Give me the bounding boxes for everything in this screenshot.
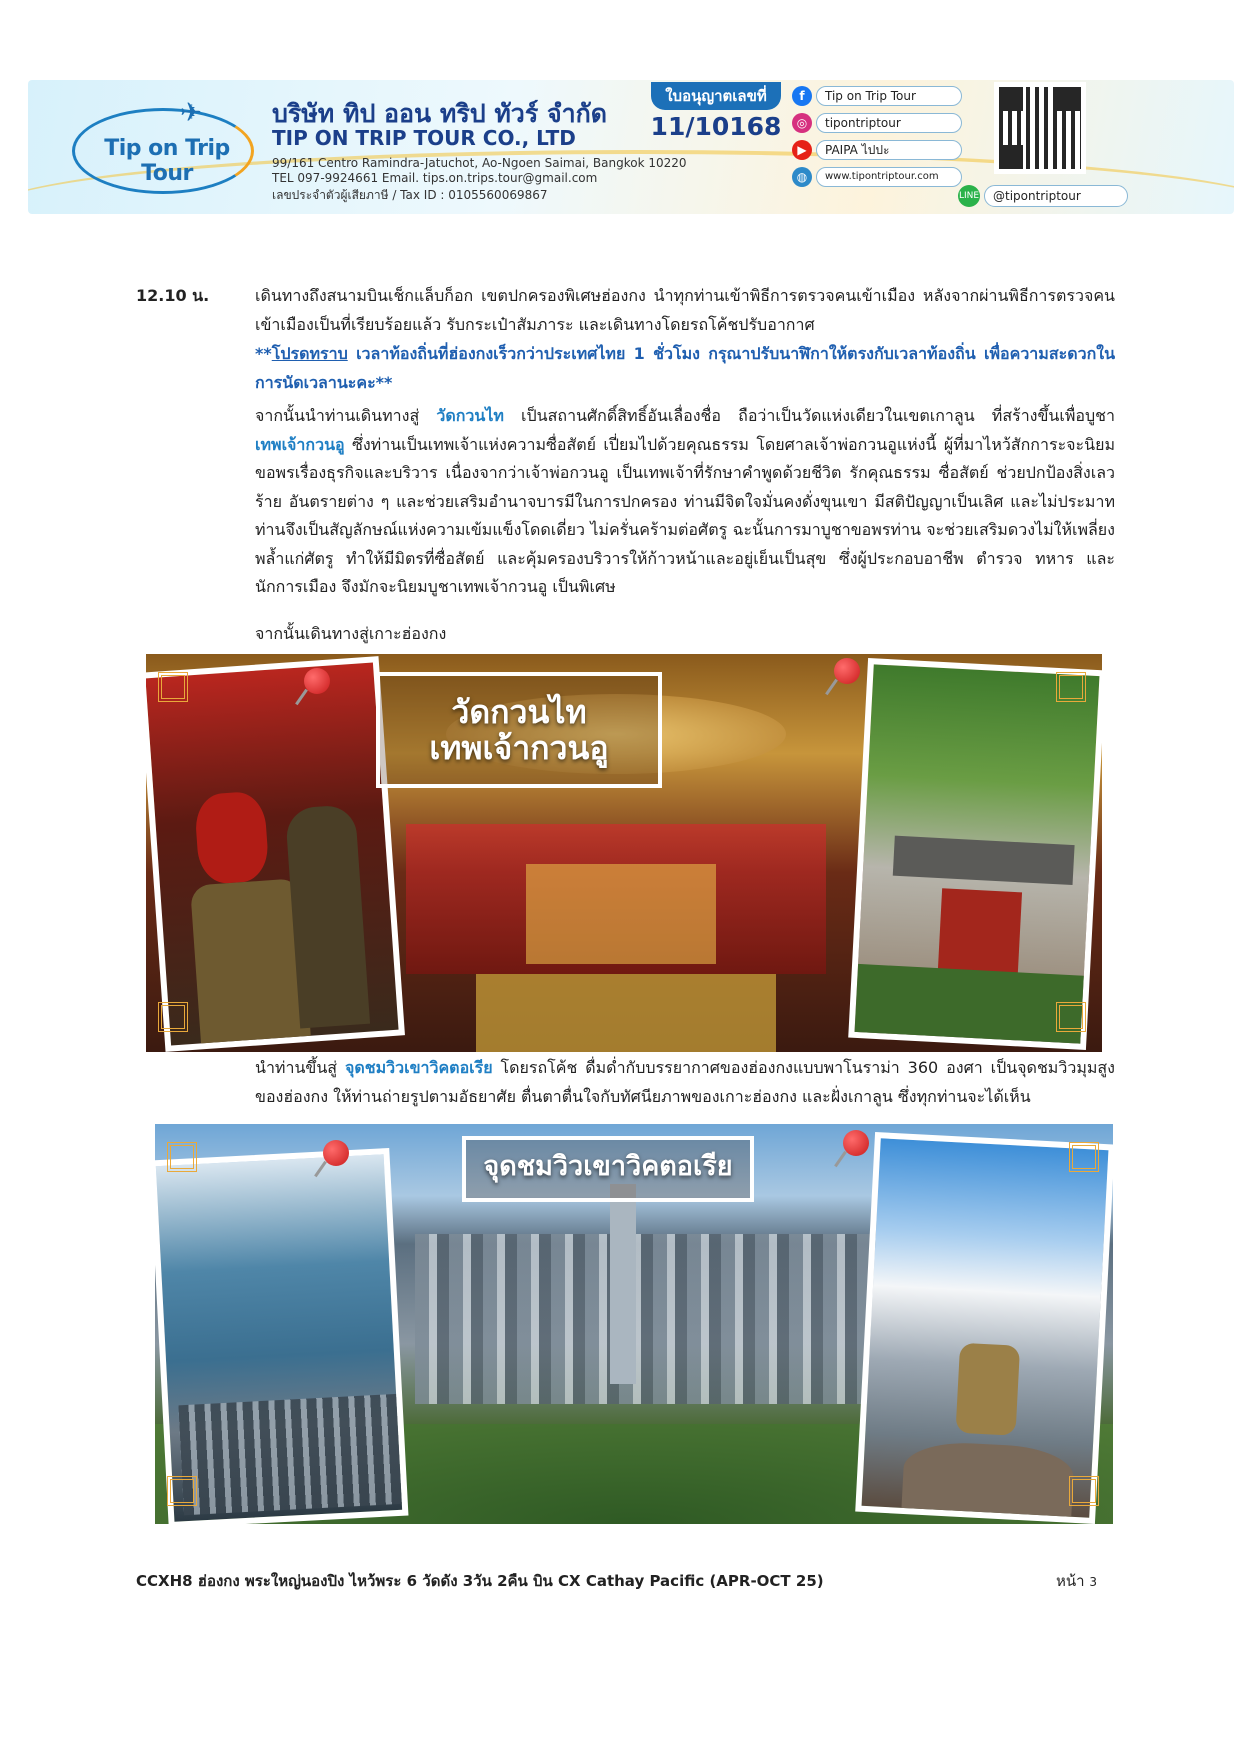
header-banner: [28, 80, 1234, 214]
victoria-peak-photo-collage: [155, 1124, 1113, 1524]
victoria-peak-caption: จุดชมวิวเขาวิคตอเรีย: [462, 1136, 754, 1202]
page-number: 3: [1089, 1575, 1097, 1589]
company-logo: [72, 98, 254, 198]
highlight-deity: เทพเจ้ากวนอู: [255, 434, 345, 454]
social-facebook[interactable]: [792, 84, 962, 108]
social-label: PAIPA ไปปะ: [816, 140, 962, 160]
corner-ornament: [167, 1142, 197, 1172]
social-line[interactable]: [958, 184, 1128, 208]
social-instagram[interactable]: [792, 111, 962, 135]
web-icon: ◍: [792, 167, 812, 187]
push-pin-icon: [296, 668, 332, 704]
arrival-paragraph: เดินทางถึงสนามบินเช็กแล็บก็อก เขตปกครองพิเศษฮ่องกง นำทุกท่านเข้าพิธีการตรวจคนเข้าเมือง หลังจากผ่านพิธีการตรวจคนเข้าเมืองเป็นที่เรียบร้อยแล้ว รับกระเป๋าสัมภาระ และเดินทางโดยรถโค้ชปรับอากาศ: [255, 286, 1115, 334]
footer-page: หน้า 3: [1056, 1572, 1097, 1590]
hiker-viewpoint-photo: [855, 1132, 1113, 1524]
victoria-peak-paragraph: นำท่านขึ้นสู่ จุดชมวิวเขาวิคตอเรีย โดยรถโค้ช ดื่มด่ำกับบรรยากาศของฮ่องกงแบบพาโนราม่า 360 องศา เป็นจุดชมวิวมุมสูงของฮ่องกง ให้ท่านถ่ายรูปตามอัธยาศัย ตื่นตาตื่นใจกับทัศนียภาพของเกาะฮ่องกง และฝั่งเกาลูน ซึ่งทุกท่านจะได้เห็น: [255, 1058, 1115, 1106]
push-pin-icon: [315, 1140, 351, 1176]
corner-ornament: [167, 1476, 197, 1506]
license-number: 11/10168: [650, 112, 782, 141]
corner-ornament: [1056, 672, 1086, 702]
push-pin-icon: [835, 1130, 871, 1166]
corner-ornament: [1069, 1142, 1099, 1172]
company-tax-id: เลขประจำตัวผู้เสียภาษี / Tax ID : 0105560069867: [272, 188, 548, 202]
logo-text: Tip on Trip Tour: [104, 136, 230, 186]
corner-ornament: [1069, 1476, 1099, 1506]
highlight-victoria-peak: จุดชมวิวเขาวิคตอเรีย: [344, 1058, 493, 1077]
travel-paragraph: จากนั้นเดินทางสู่เกาะฮ่องกง: [255, 624, 447, 643]
social-label: tipontriptour: [816, 113, 962, 133]
temple-paragraph: จากนั้นนำท่านเดินทางสู่ วัดกวนไท เป็นสถานศักดิ์สิทธิ์อันเลื่องชื่อ ถือว่าเป็นวัดแห่งเดียวในเขตเกาลูน ที่สร้างขึ้นเพื่อบูชา เทพเจ้ากวนอู ซึ่งท่านเป็นเทพเจ้าแห่งความซื่อสัตย์ เปี่ยมไปด้วยคุณธรรม โดยศาลเจ้าพ่อกวนอูแห่งนี้ ผู้ที่มาไหว้สักการะจะนิยมขอพรเรื่องธุรกิจและบริวาร เนื่องจากว่าเจ้าพ่อกวนอู เป็นเทพเจ้าที่รักษาคำพูดด้วยชีวิต รักคุณธรรม ซื่อสัตย์ ช่วยปกป้องสิ่งเลวร้าย อันตรายต่าง ๆ และช่วยเสริมอำนาจบารมีในการปกครอง ท่านมีจิตใจมั่นคงดั่งขุนเขา มีสติปัญญาเป็นเลิศ และไม่ประมาท ท่านจึงเป็นสัญลักษณ์แห่งความเข้มแข็งโดดเดี่ยว ไม่ครั่นคร้ามต่อศัตรู ฉะนั้นการมาบูชาขอพรท่าน จะช่วยเสริมดวงไม่ให้เพลี่ยงพล้ำแก่ศัตรู ทำให้มีมิตรที่ซื่อสัตย์ และคุ้มครองบริวารให้ก้าวหน้าและอยู่เย็นเป็นสุข ซึ่งผู้ประกอบอาชีพ ตำรวจ ทหาร และ นักการเมือง จึงมักจะนิยมบูชาเทพเจ้ากวนอู เป็นพิเศษ: [255, 406, 1115, 596]
temple-exterior-photo: [848, 658, 1102, 1050]
company-name-thai: บริษัท ทิป ออน ทริป ทัวร์ จำกัด: [272, 99, 608, 128]
company-name-english: TIP ON TRIP TOUR CO., LTD: [272, 126, 576, 150]
social-links: [792, 84, 962, 192]
license-label: ใบอนุญาตเลขที่: [651, 82, 781, 110]
social-label: www.tipontriptour.com: [816, 167, 962, 187]
corner-ornament: [158, 672, 188, 702]
harbour-view-photo: [155, 1148, 408, 1524]
facebook-icon: f: [792, 86, 812, 106]
qr-code[interactable]: [994, 82, 1086, 174]
temple-photo-collage: [146, 654, 1102, 1052]
instagram-icon: ◎: [792, 113, 812, 133]
airplane-icon: ✈: [180, 98, 202, 128]
social-website[interactable]: [792, 165, 962, 189]
company-contact: TEL 097-9924661 Email. tips.on.trips.tour@gmail.com: [272, 171, 598, 185]
qr-code-pattern: [999, 87, 1081, 169]
footer-tour-code: CCXH8 ฮ่องกง พระใหญ่นองปิง ไหว้พระ 6 วัดดัง 3วัน 2คืน บิน CX Cathay Pacific (APR-OCT 25): [136, 1572, 824, 1590]
itinerary-time: 12.10 น.: [136, 286, 210, 305]
corner-ornament: [1056, 1002, 1086, 1032]
company-address: 99/161 Centro Ramindra-Jatuchot, Ao-Ngoen Saimai, Bangkok 10220: [272, 156, 687, 170]
social-youtube[interactable]: [792, 138, 962, 162]
temple-caption: วัดกวนไท เทพเจ้ากวนอู: [376, 672, 662, 788]
timezone-note: **โปรดทราบ เวลาท้องถิ่นที่ฮ่องกงเร็วกว่าประเทศไทย 1 ชั่วโมง กรุณาปรับนาฬิกาให้ตรงกับเวลาท้องถิ่น เพื่อความสะดวกในการนัดเวลานะคะ**: [255, 344, 1115, 392]
highlight-temple: วัดกวนไท: [436, 406, 504, 425]
line-icon: LINE: [958, 185, 980, 207]
line-id-label: @tipontriptour: [984, 185, 1128, 207]
youtube-icon: ▶: [792, 140, 812, 160]
corner-ornament: [158, 1002, 188, 1032]
social-label: Tip on Trip Tour: [816, 86, 962, 106]
push-pin-icon: [826, 658, 862, 694]
note-underlined: โปรดทราบ: [271, 344, 348, 363]
license-badge: [632, 80, 800, 142]
guan-yu-statue-photo: [146, 656, 405, 1052]
